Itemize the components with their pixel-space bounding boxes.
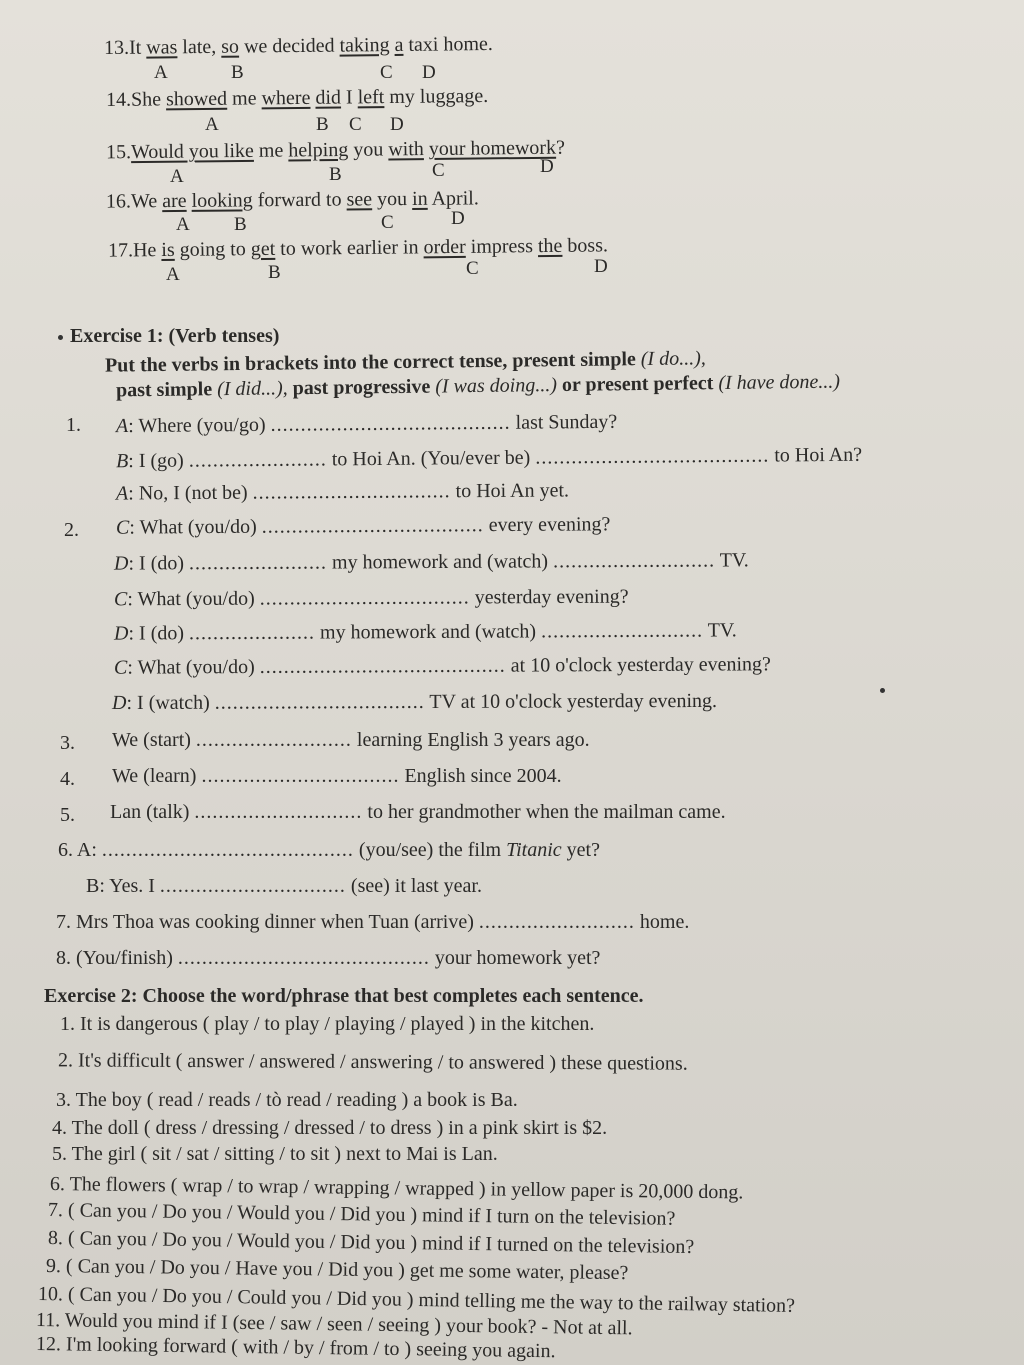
ex2-item-4: 4. The doll ( dress / dressing / dressed / to dress ) in a pink skirt is $2.: [52, 1117, 608, 1139]
ex1-row-2c: C: What (you/do) ................................... yesterday evening?: [113, 585, 629, 611]
ex1-row-5: Lan (talk) ............................ to her grandmother when the mailman came.: [110, 801, 726, 823]
exercise-1-instructions-line1: Put the verbs in brackets into the correct tense, present simple (I do...),: [104, 347, 706, 377]
item-number: 2.: [64, 519, 79, 541]
exercise-1-instructions-line2: past simple (I did...), past progressive (I was doing...) or present perfect (I have done...): [115, 370, 841, 402]
question-13: 13.It was late, so we decided taking a taxi home.: [103, 32, 493, 60]
ex2-item-1: 1. It is dangerous ( play / to play / playing / played ) in the kitchen.: [60, 1013, 595, 1035]
ex2-item-2: 2. It's difficult ( answer / answered / answering / to answered ) these questions.: [57, 1049, 688, 1075]
ex2-item-8: 8. ( Can you / Do you / Would you / Did you ) mind if I turned on the television?: [47, 1227, 695, 1259]
ex1-row-6b: B: Yes. I ............................... (see) it last year.: [86, 875, 482, 897]
ex2-item-5: 5. The girl ( sit / sat / sitting / to sit ) next to Mai is Lan.: [52, 1143, 498, 1165]
ex2-item-3: 3. The boy ( read / reads / tò read / reading ) a book is Ba.: [56, 1089, 518, 1111]
question-14: 14.She showed me where did I left my luggage.: [105, 84, 489, 112]
ex1-row-2b: D: I (do) ....................... my homework and (watch) ........................... TV.: [113, 549, 749, 575]
exercise-2-title: Exercise 2: Choose the word/phrase that best completes each sentence.: [44, 985, 644, 1007]
bullet-icon: [58, 335, 63, 340]
item-number: 1.: [66, 414, 81, 436]
ex1-row-4: We (learn) ................................. English since 2004.: [112, 765, 562, 787]
stray-mark: [880, 688, 885, 693]
ex1-row-2d: D: I (do) ..................... my homework and (watch) ........................... TV.: [113, 619, 737, 645]
ex2-item-9: 9. ( Can you / Do you / Have you / Did you ) get me some water, please?: [45, 1255, 629, 1285]
question-15: 15.Would you like me helping you with your homework?: [105, 136, 566, 164]
question-17: 17.He is going to get to work earlier in order impress the boss.: [107, 234, 609, 262]
item-number: 4.: [60, 768, 75, 790]
ex2-item-6: 6. The flowers ( wrap / to wrap / wrapping / wrapped ) in yellow paper is 20,000 dong.: [49, 1173, 744, 1204]
ex1-row-2e: C: What (you/do) ......................................... at 10 o'clock yesterday evening?: [113, 653, 771, 679]
ex1-row-1a: A: Where (you/go) ........................................ last Sunday?: [115, 410, 618, 438]
ex1-row-1c: A: No, I (not be) ................................. to Hoi An yet.: [115, 479, 570, 505]
ex1-row-2f: D: I (watch) ................................... TV at 10 o'clock yesterday evening.: [111, 689, 718, 715]
ex1-row-7: 7. Mrs Thoa was cooking dinner when Tuan (arrive) .......................... home.: [56, 911, 690, 933]
ex1-row-8: 8. (You/finish) .......................................... your homework yet?: [56, 947, 601, 969]
ex1-row-2a: C: What (you/do) ..................................... every evening?: [115, 513, 611, 539]
item-number: 3.: [60, 732, 75, 754]
ex2-item-11: 11. Would you mind if I (see / saw / seen / seeing ) your book? - Not at all.: [35, 1309, 633, 1340]
item-number: 5.: [60, 804, 75, 826]
exercise-1-title: Exercise 1: (Verb tenses): [70, 325, 280, 347]
ex1-row-1b: B: I (go) ....................... to Hoi An. (You/ever be) ....................................... to Hoi An?: [115, 443, 863, 473]
ex2-item-12: 12. I'm looking forward ( with / by / from / to ) seeing you again.: [35, 1333, 556, 1363]
ex2-item-7: 7. ( Can you / Do you / Would you / Did you ) mind if I turn on the television?: [47, 1199, 676, 1230]
ex1-row-3: We (start) .......................... learning English 3 years ago.: [112, 729, 590, 751]
worksheet-page: 13.It was late, so we decided taking a taxi home. A B C D 14.She showed me where did I left my luggage. A B C D 15.Would you like me helping you with your homework? A B C D 16.We are looking forward to see you in April. A B C D 17.He is going to get to work earlier in order impress the boss. A B C D Exercise 1: (Verb tenses) Put the verbs in brackets into the correct tense, present simple (I do...), past simple (I did...), past progressive (I was doing...) or present perfect (I have done...) 1. A: Where (you/go) ........................................ last Sunday? B: I (go) ....................... to Hoi An. (You/ever be) ....................................... to Hoi An? A: No, I (not be) ................................. to Hoi An yet. 2. C: What (you/do) ..................................... every evening? D: I (do) ....................... my homework and (watch) ........................... TV. C: What (you/do) ................................... yesterday evening? D: I (do) ..................... my homework and (watch) ........................... TV. C: What (you/do) ......................................... at 10 o'clock yesterday evening? D: I (watch) ................................... TV at 10 o'clock yesterday evening. 3. We (start) .......................... learning English 3 years ago. 4. We (learn) ................................. English since 2004. 5. Lan (talk) ............................ to her grandmother when the mailman came. 6. A: .......................................... (you/see) the film Titanic yet? B: Yes. I ............................... (see) it last year. 7. Mrs Thoa was cooking dinner when Tuan (arrive) .......................... home. 8. (You/finish) .......................................... your homework yet? Exercise 2: Choose the word/phrase that best completes each sentence. 1. It is dangerous ( play / to play / playing / played ) in the kitchen. 2. It's difficult ( answer / answered / answering / to answered ) these questions. 3. The boy ( read / reads / tò read / reading ) a book is Ba. 4. The doll ( dress / dressing / dressed / to dress ) in a pink skirt is $2. 5. The girl ( sit / sat / sitting / to sit ) next to Mai is Lan. 6. The flowers ( wrap / to wrap / wrapping / wrapped ) in yellow paper is 20,000 dong. 7. ( Can you / Do you / Would you / Did you ) mind if I turn on the television? 8. ( Can you / Do you / Would you / Did you ) mind if I turned on the television? 9. ( Can you / Do you / Have you / Did you ) get me some water, please? 10. ( Can you / Do you / Could you / Did you ) mind telling me the way to the railway station? 11. Would you mind if I (see / saw / seen / seeing ) your book? - Not at all. 12. I'm looking forward ( with / by / from / to ) seeing you again.: [0, 0, 1024, 1365]
question-16: 16.We are looking forward to see you in April.: [105, 187, 479, 213]
ex2-item-10: 10. ( Can you / Do you / Could you / Did you ) mind telling me the way to the railway station?: [37, 1283, 796, 1317]
ex1-row-6a: 6. A: .......................................... (you/see) the film Titanic yet?: [58, 839, 600, 861]
